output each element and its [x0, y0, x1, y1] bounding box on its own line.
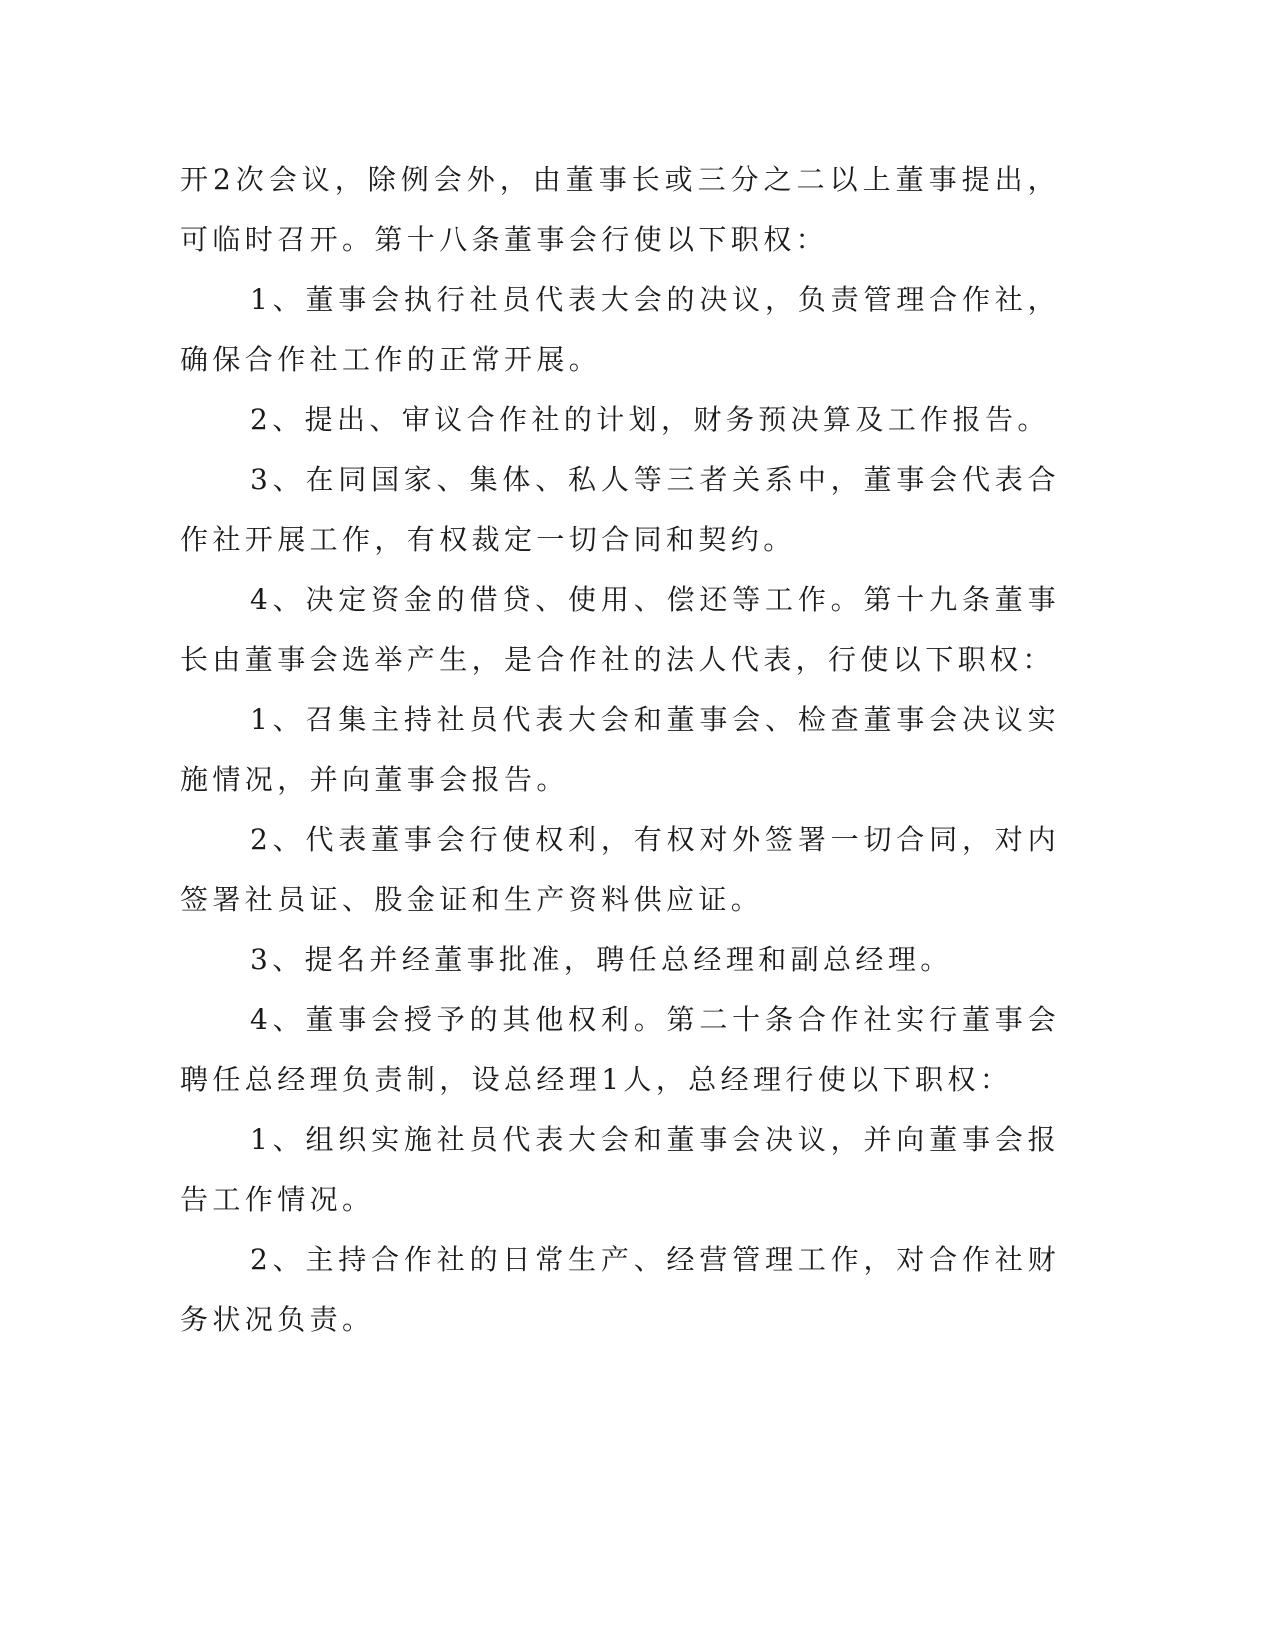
paragraph-3: 2、提出、审议合作社的计划，财务预决算及工作报告。	[250, 403, 1050, 436]
paragraph-8: 3、提名并经董事批准，聘任总经理和副总经理。	[250, 943, 953, 976]
paragraph-6: 1、召集主持社员代表大会和董事会、检查董事会决议实施情况，并向董事会报告。	[180, 703, 1060, 796]
paragraph-2: 1、董事会执行社员代表大会的决议，负责管理合作社，确保合作社工作的正常开展。	[180, 283, 1060, 376]
paragraph-5: 4、决定资金的借贷、使用、偿还等工作。第十九条董事长由董事会选举产生，是合作社的法人代表，行使以下职权：	[180, 583, 1060, 676]
paragraph-11: 2、主持合作社的日常生产、经营管理工作，对合作社财务状况负责。	[180, 1243, 1060, 1336]
paragraph-7: 2、代表董事会行使权利，有权对外签署一切合同，对内签署社员证、股金证和生产资料供应证。	[180, 823, 1060, 916]
paragraph-1: 开2次会议，除例会外，由董事长或三分之二以上董事提出，可临时召开。第十八条董事会行使以下职权：	[180, 163, 1060, 256]
paragraph-10: 1、组织实施社员代表大会和董事会决议，并向董事会报告工作情况。	[180, 1123, 1060, 1216]
paragraph-9: 4、董事会授予的其他权利。第二十条合作社实行董事会聘任总经理负责制，设总经理1人，总经理行使以下职权：	[180, 1003, 1060, 1096]
paragraph-4: 3、在同国家、集体、私人等三者关系中，董事会代表合作社开展工作，有权裁定一切合同和契约。	[180, 463, 1060, 556]
document-page	[180, 150, 1060, 1350]
